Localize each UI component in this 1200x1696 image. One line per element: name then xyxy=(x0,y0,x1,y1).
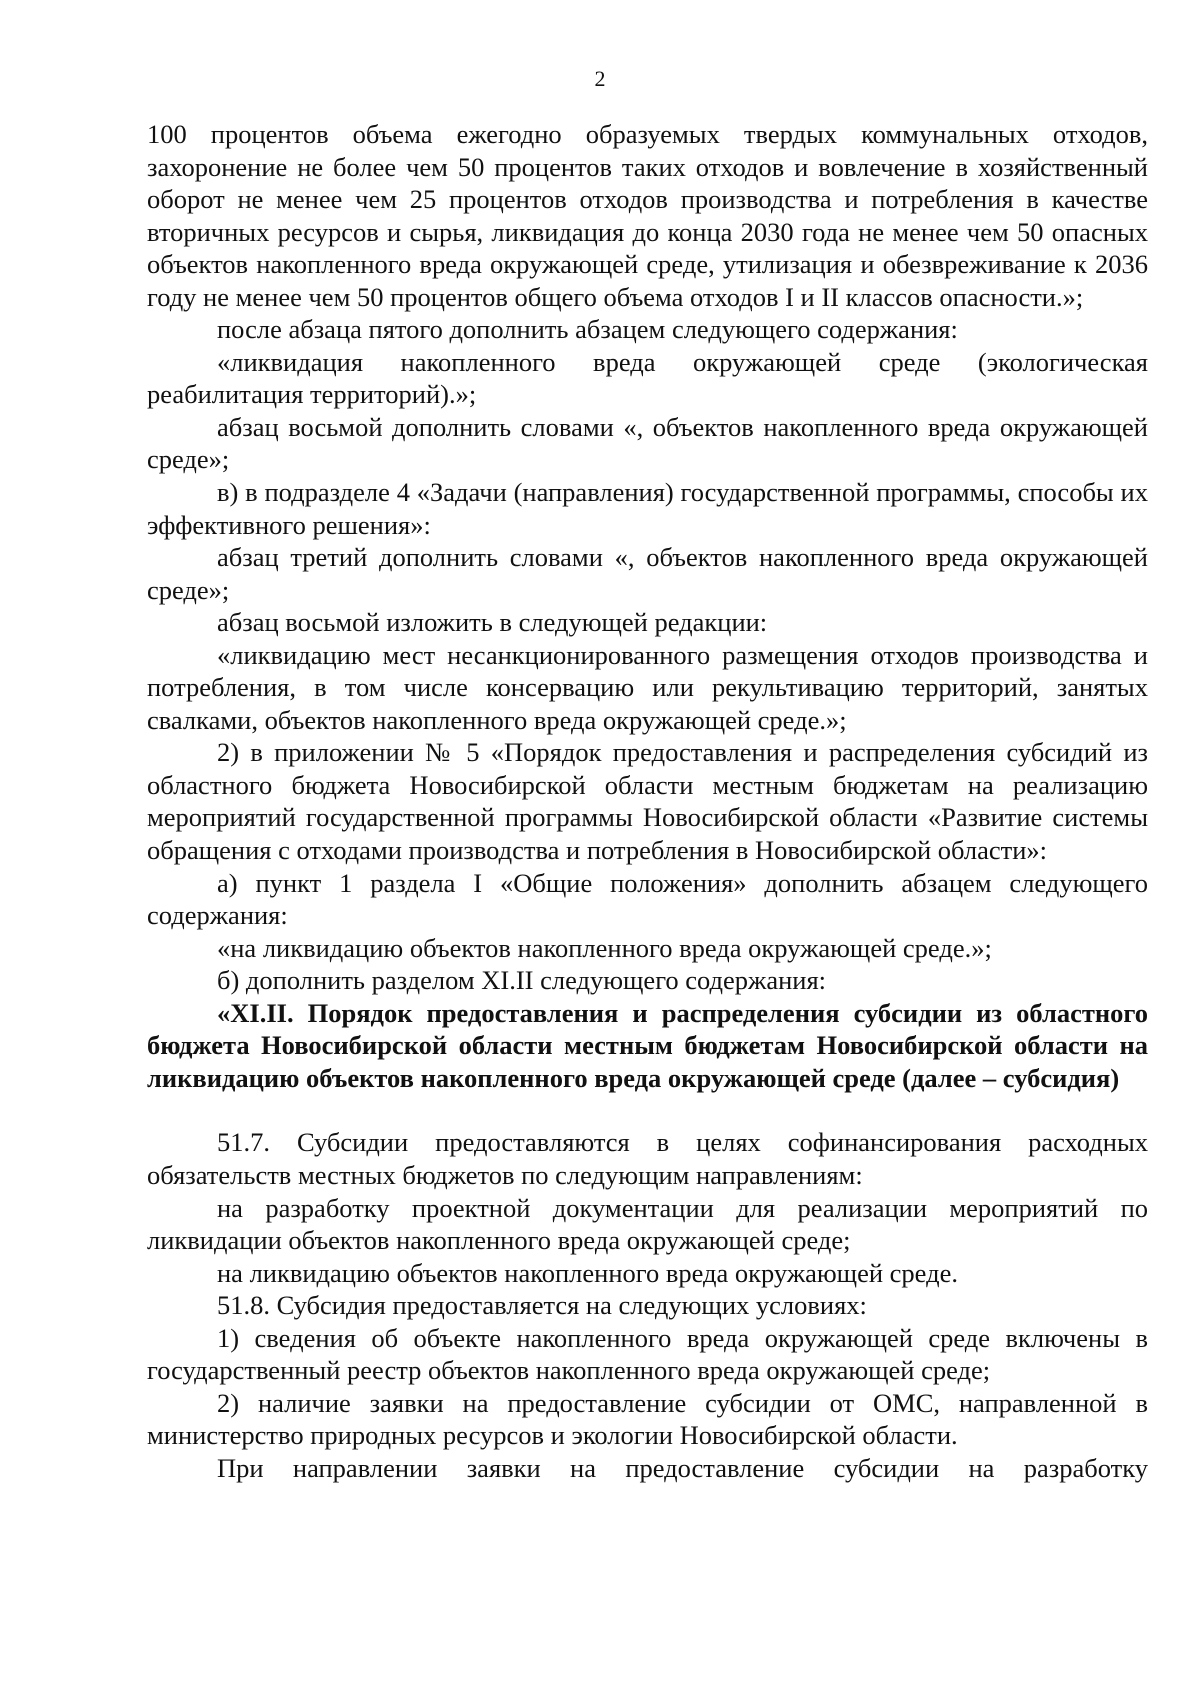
paragraph-continues: При направлении заявки на предоставление субсидии на разработку xyxy=(217,1452,1148,1483)
paragraph-continuation: 100 процентов объема ежегодно образуемых твердых коммунальных отходов, захоронение не более чем 50 процентов таких отходов и вовлечение в хозяйственный оборот не менее чем 25 процентов отходов производства и потребления в качестве вторичных ресурсов и сырья, ликвидация до конца 2030 года не менее чем 50 опасных объектов накопленного вреда окружающей среде, утилизация и обезвреживание к 2036 году не менее чем 50 процентов общего объема отходов I и II классов опасности.»; xyxy=(147,119,1148,312)
paragraph-item-2: 2) в приложении № 5 «Порядок предоставления и распределения субсидий из областного бюджета Новосибирской области местным бюджетам на реализацию мероприятий государственной программы Новосибирской области «Развитие системы обращения с отходами производства и потребления в Новосибирской области»: xyxy=(147,737,1148,866)
paragraph-direction: на разработку проектной документации для реализации мероприятий по ликвидации объектов накопленного вреда окружающей среде; xyxy=(147,1192,1148,1256)
paragraph-instruction: после абзаца пятого дополнить абзацем следующего содержания: xyxy=(217,314,958,345)
paragraph-quoted-text: «на ликвидацию объектов накопленного вреда окружающей среде.»; xyxy=(217,932,992,963)
paragraph-subitem-a: а) пункт 1 раздела I «Общие положения» дополнить абзацем следующего содержания: xyxy=(147,867,1148,931)
paragraph-clause-51-7: 51.7. Субсидии предоставляются в целях софинансирования расходных обязательств местных бюджетов по следующим направлениям: xyxy=(147,1127,1148,1190)
paragraph-subitem-v: в) в подразделе 4 «Задачи (направления) государственной программы, способы их эффективного решения»: xyxy=(147,477,1148,540)
paragraph-subitem-b: б) дополнить разделом XI.II следующего содержания: xyxy=(217,965,827,996)
paragraph-instruction: абзац восьмой изложить в следующей редакции: xyxy=(217,607,768,638)
page-number: 2 xyxy=(594,66,606,91)
paragraph-instruction: абзац восьмой дополнить словами «, объектов накопленного вреда окружающей среде»; xyxy=(147,411,1148,475)
document-body xyxy=(147,118,1148,1484)
paragraph-condition-1: 1) сведения об объекте накопленного вреда окружающей среде включены в государственный реестр объектов накопленного вреда окружающей среде; xyxy=(147,1322,1148,1386)
paragraph-clause-51-8: 51.8. Субсидия предоставляется на следующих условиях: xyxy=(217,1290,867,1321)
paragraph-instruction: абзац третий дополнить словами «, объектов накопленного вреда окружающей среде»; xyxy=(147,542,1148,605)
paragraph-quoted-text: «ликвидация накопленного вреда окружающей среде (экологическая реабилитация территорий).»; xyxy=(147,346,1148,410)
section-heading: «XI.II. Порядок предоставления и распределения субсидии из областного бюджета Новосибирской области местным бюджетам Новосибирской области на ликвидацию объектов накопленного вреда окружающей среде (далее – субсидия) xyxy=(147,997,1148,1093)
paragraph-quoted-text: «ликвидацию мест несанкционированного размещения отходов производства и потребления, в том числе консервацию или рекультивацию территорий, занятых свалками, объектов накопленного вреда окружающей среде.»; xyxy=(147,639,1148,735)
paragraph-condition-2: 2) наличие заявки на предоставление субсидии от ОМС, направленной в министерство природных ресурсов и экологии Новосибирской области. xyxy=(147,1387,1148,1451)
paragraph-direction: на ликвидацию объектов накопленного вреда окружающей среде. xyxy=(217,1257,958,1288)
